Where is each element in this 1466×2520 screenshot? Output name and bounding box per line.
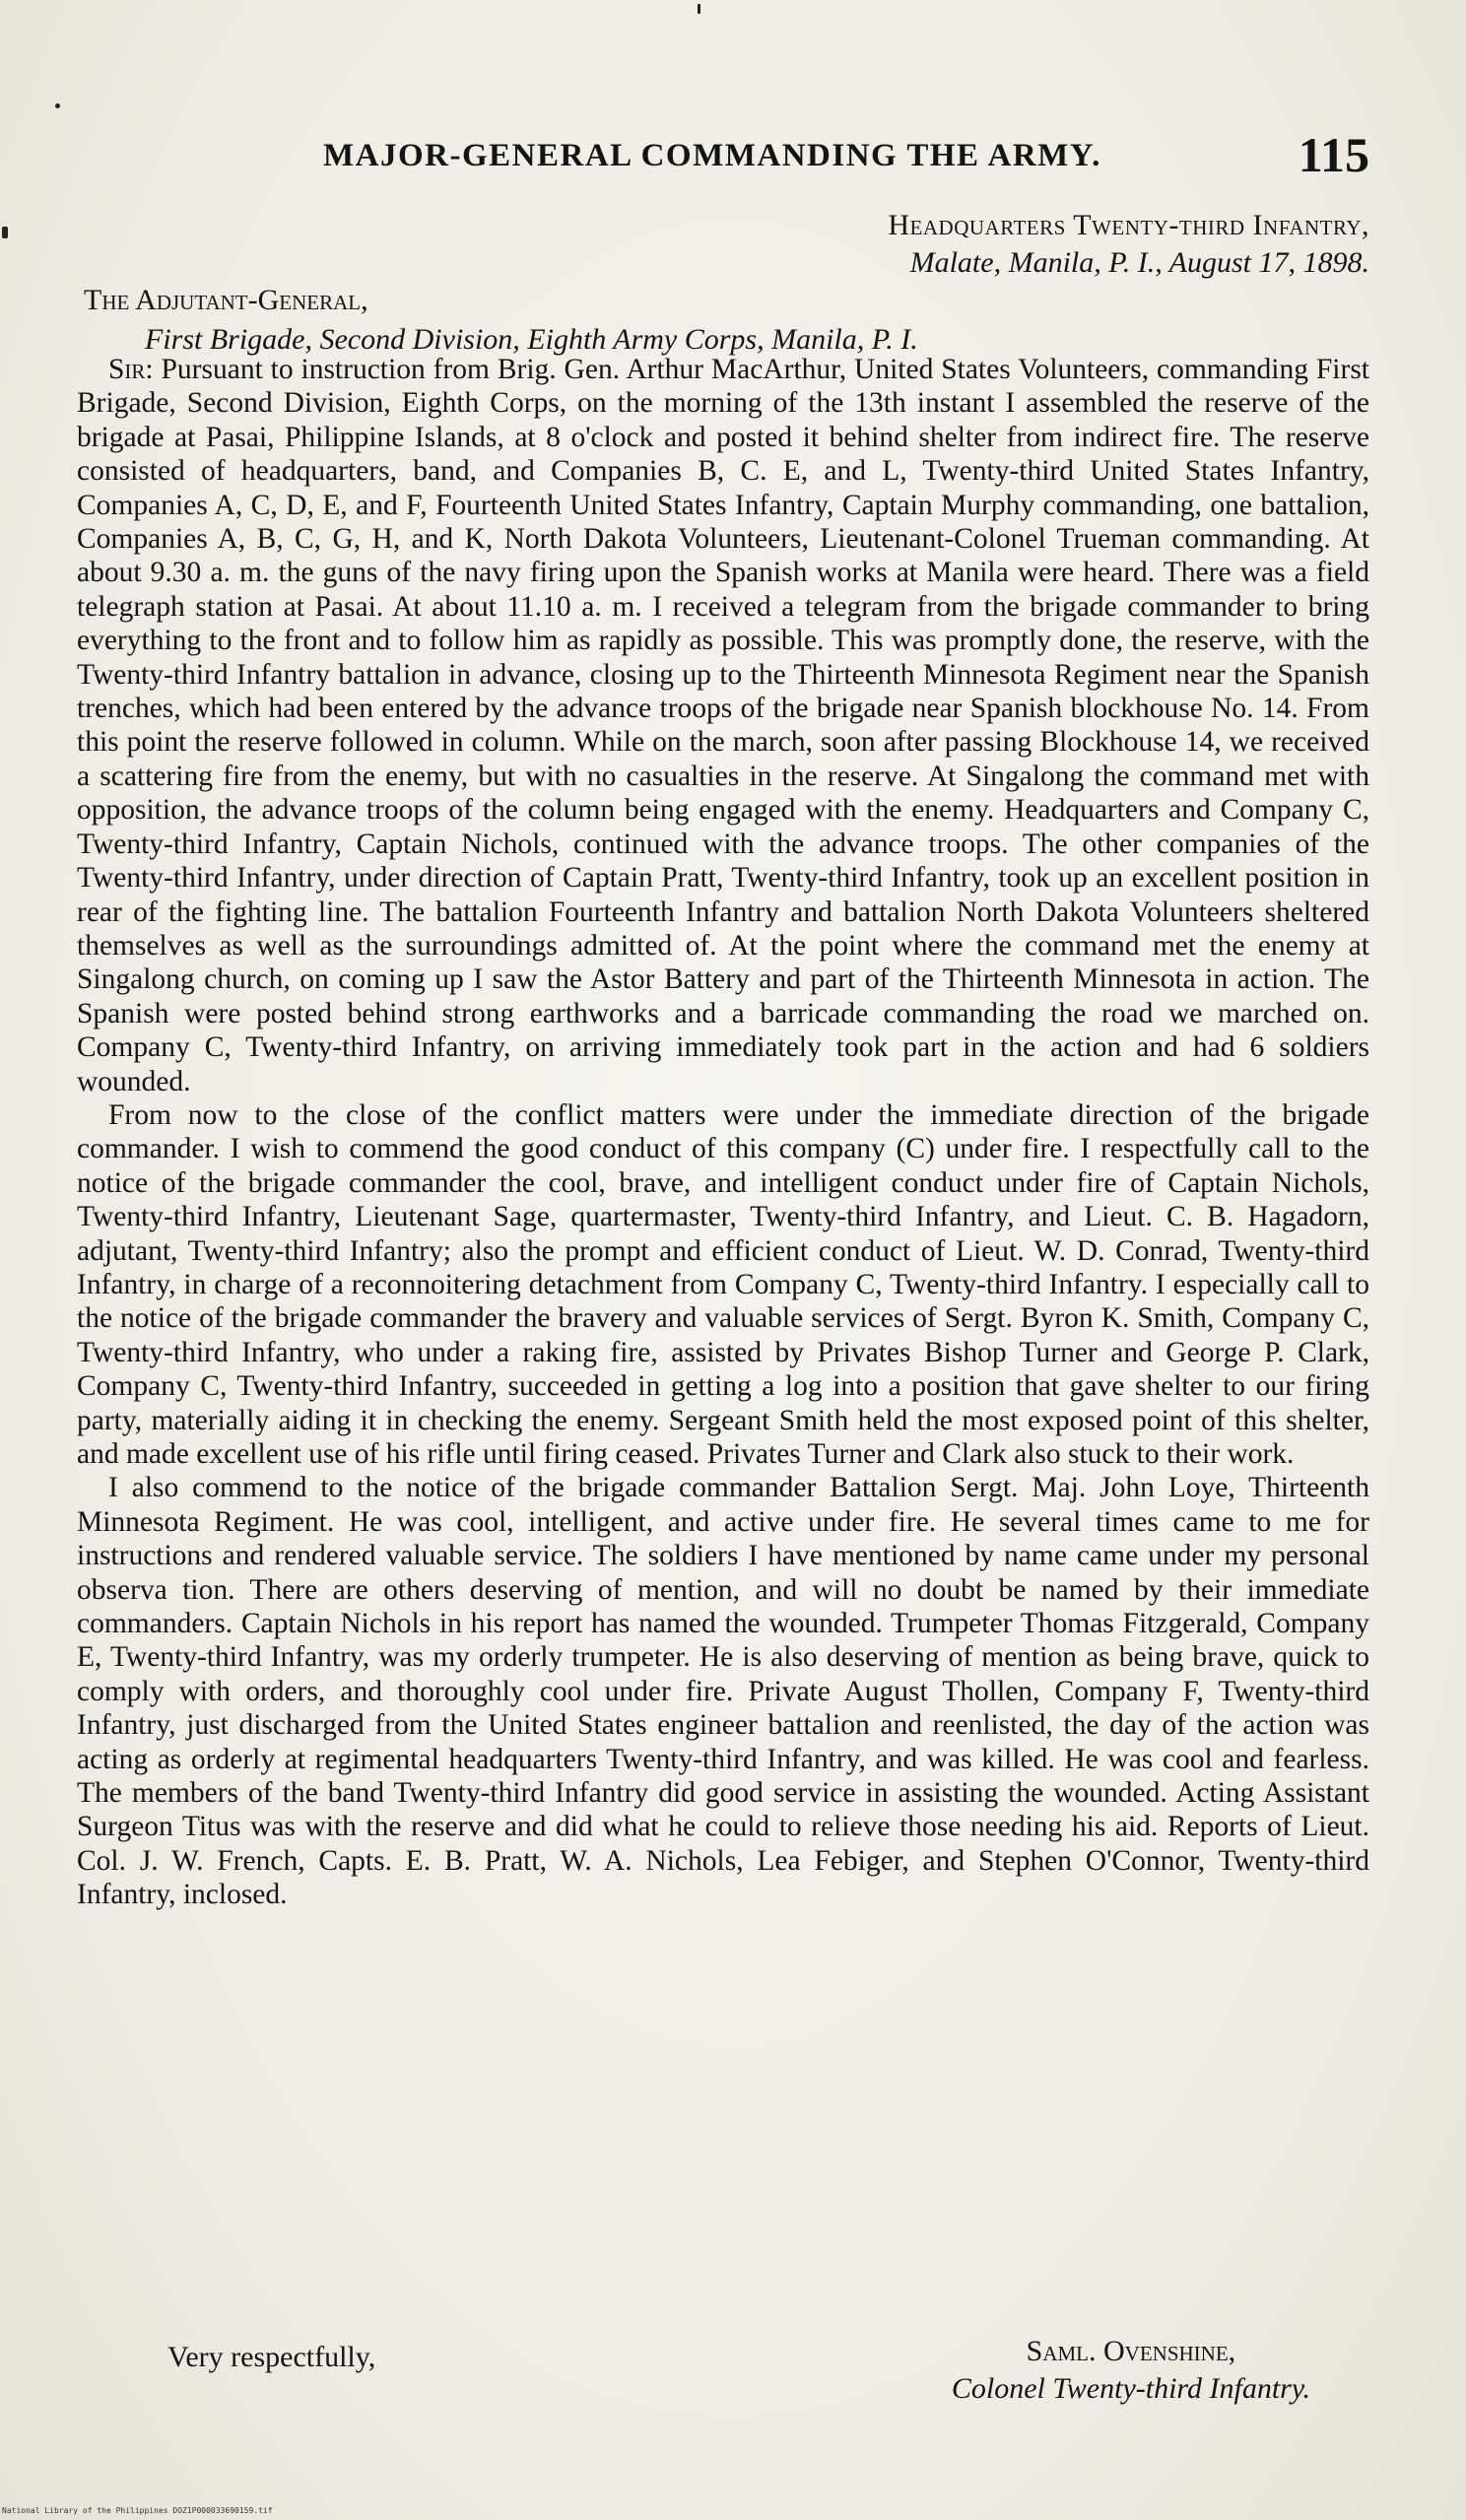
page-number: 115	[1298, 127, 1369, 182]
headquarters-line: Headquarters Twenty-third Infantry,	[888, 209, 1369, 241]
letter-body	[77, 353, 1369, 1912]
addressee-block	[84, 281, 1365, 360]
addressee-unit: First Brigade, Second Division, Eighth Army Corps, Manila, P. I.	[145, 323, 918, 356]
running-head	[296, 126, 1369, 185]
scan-speck	[698, 4, 700, 14]
place-date-line: Malate, Manila, P. I., August 17, 1898.	[909, 246, 1369, 279]
paragraph-text: Pursuant to instruction from Brig. Gen. Arthur MacArthur, United States Volunteers, commanding First Brigade, Second Division, Eighth Corps, on the morning of the 13th instant I assembled the reserve of the brigade at Pasai, Philippine Islands, at 8 o'clock and posted it behind shelter from indirect fire. The reserve consisted of headquarters, band, and Companies B, C. E, and L, Twenty-third United States Infantry, Companies A, C, D, E, and F, Fourteenth United States Infantry, Captain Murphy commanding, one battalion, Companies A, B, C, G, H, and K, North Dakota Volunteers, Lieutenant-Colonel Trueman commanding. At about 9.30 a. m. the guns of the navy firing upon the Spanish works at Manila were heard. There was a field telegraph station at Pasai. At about 11.10 a. m. I received a telegram from the brigade commander to bring everything to the front and to follow him as rapidly as possible. This was promptly done, the reserve, with the Twenty-third Infantry battalion in advance, closing up to the Thirteenth Minnesota Regiment near the Spanish trenches, which had been entered by the advance troops of the brigade near Spanish blockhouse No. 14. From this point the reserve followed in column. While on the march, soon after passing Blockhouse 14, we received a scattering fire from the enemy, but with no casualties in the reserve. At Singalong the command met with opposition, the advance troops of the column being engaged with the enemy. Headquarters and Company C, Twenty-third Infantry, Captain Nichols, continued with the advance troops. The other companies of the Twenty-third Infantry, under direction of Captain Pratt, Twenty-third Infantry, took up an excellent position in rear of the fighting line. The battalion Fourteenth Infantry and battalion North Dakota Volunteers sheltered themselves as well as the surroundings admitted of. At the point where the command met the enemy at Singalong church, on coming up I saw the Astor Battery and part of the Thirteenth Minnesota in action. The Spanish were posted behind strong earthworks and a barricade commanding the road we marched on. Company C, Twenty-third Infantry, on arriving immediately took part in the action and had 6 soldiers wounded.	[77, 354, 1370, 1097]
signature-block	[952, 2333, 1310, 2408]
body-paragraph-2: From now to the close of the conflict matters were under the immediate direction of the brigade commander. I wish to commend the good conduct of this company (C) under fire. I respectfully call to the notice of the brigade commander the cool, brave, and intelligent conduct under fire of Captain Nichols, Twenty-third Infantry, Lieutenant Sage, quartermaster, Twenty-third Infantry, and Lieut. C. B. Hagadorn, adjutant, Twenty-third Infantry; also the prompt and efficient conduct of Lieut. W. D. Conrad, Twenty-third Infantry, in charge of a reconnoitering detachment from Company C, Twenty-third Infantry. I especially call to the notice of the brigade commander the bravery and valuable services of Sergt. Byron K. Smith, Company C, Twenty-third Infantry, who under a raking fire, assisted by Privates Bishop Turner and George P. Clark, Company C, Twenty-third Infantry, succeeded in getting a log into a position that gave shelter to our firing party, materially aiding it in checking the enemy. Sergeant Smith held the most exposed point of this shelter, and made excellent use of his rifle until firing ceased. Privates Turner and Clark also stuck to their work.	[77, 1098, 1369, 1470]
salutation: Sir:	[108, 354, 154, 385]
body-paragraph-1	[77, 353, 1369, 1098]
scan-speck	[55, 103, 60, 108]
addressee: The Adjutant-General,	[84, 284, 368, 316]
scan-speck	[2, 227, 8, 238]
closing-block	[77, 2333, 1369, 2451]
running-title: MAJOR-GENERAL COMMANDING THE ARMY.	[323, 138, 1101, 173]
letter-heading	[581, 207, 1369, 282]
complimentary-close: Very respectfully,	[167, 2341, 376, 2373]
body-paragraph-3: I also commend to the notice of the brigade commander Battalion Sergt. Maj. John Loye, Thirteenth Minnesota Regiment. He was cool, intelligent, and active under fire. He several times came to me for instructions and rendered valuable service. The soldiers I have mentioned by name came under my personal observa tion. There are others deserving of mention, and will no doubt be named by their immediate commanders. Captain Nichols in his report has named the wounded. Trumpeter Thomas Fitzgerald, Company E, Twenty-third Infantry, was my orderly trumpeter. He is also deserving of mention as being brave, quick to comply with orders, and thoroughly cool under fire. Private August Thollen, Company F, Twenty-third Infantry, just discharged from the United States engineer battalion and reenlisted, the day of the action was acting as orderly at regimental headquarters Twenty-third Infantry, and was killed. He was cool and fearless. The members of the band Twenty-third Infantry did good service in assisting the wounded. Acting Assistant Surgeon Titus was with the reserve and did what he could to relieve those needing his aid. Reports of Lieut. Col. J. W. French, Capts. E. B. Pratt, W. A. Nichols, Lea Febiger, and Stephen O'Connor, Twenty-third Infantry, inclosed.	[77, 1472, 1369, 1911]
scan-footer: National Library of the Philippines DOZ1P000033690159.tif	[2, 2506, 273, 2515]
signer-name: Saml. Ovenshine,	[1026, 2335, 1236, 2367]
signer-title: Colonel Twenty-third Infantry.	[951, 2372, 1310, 2405]
